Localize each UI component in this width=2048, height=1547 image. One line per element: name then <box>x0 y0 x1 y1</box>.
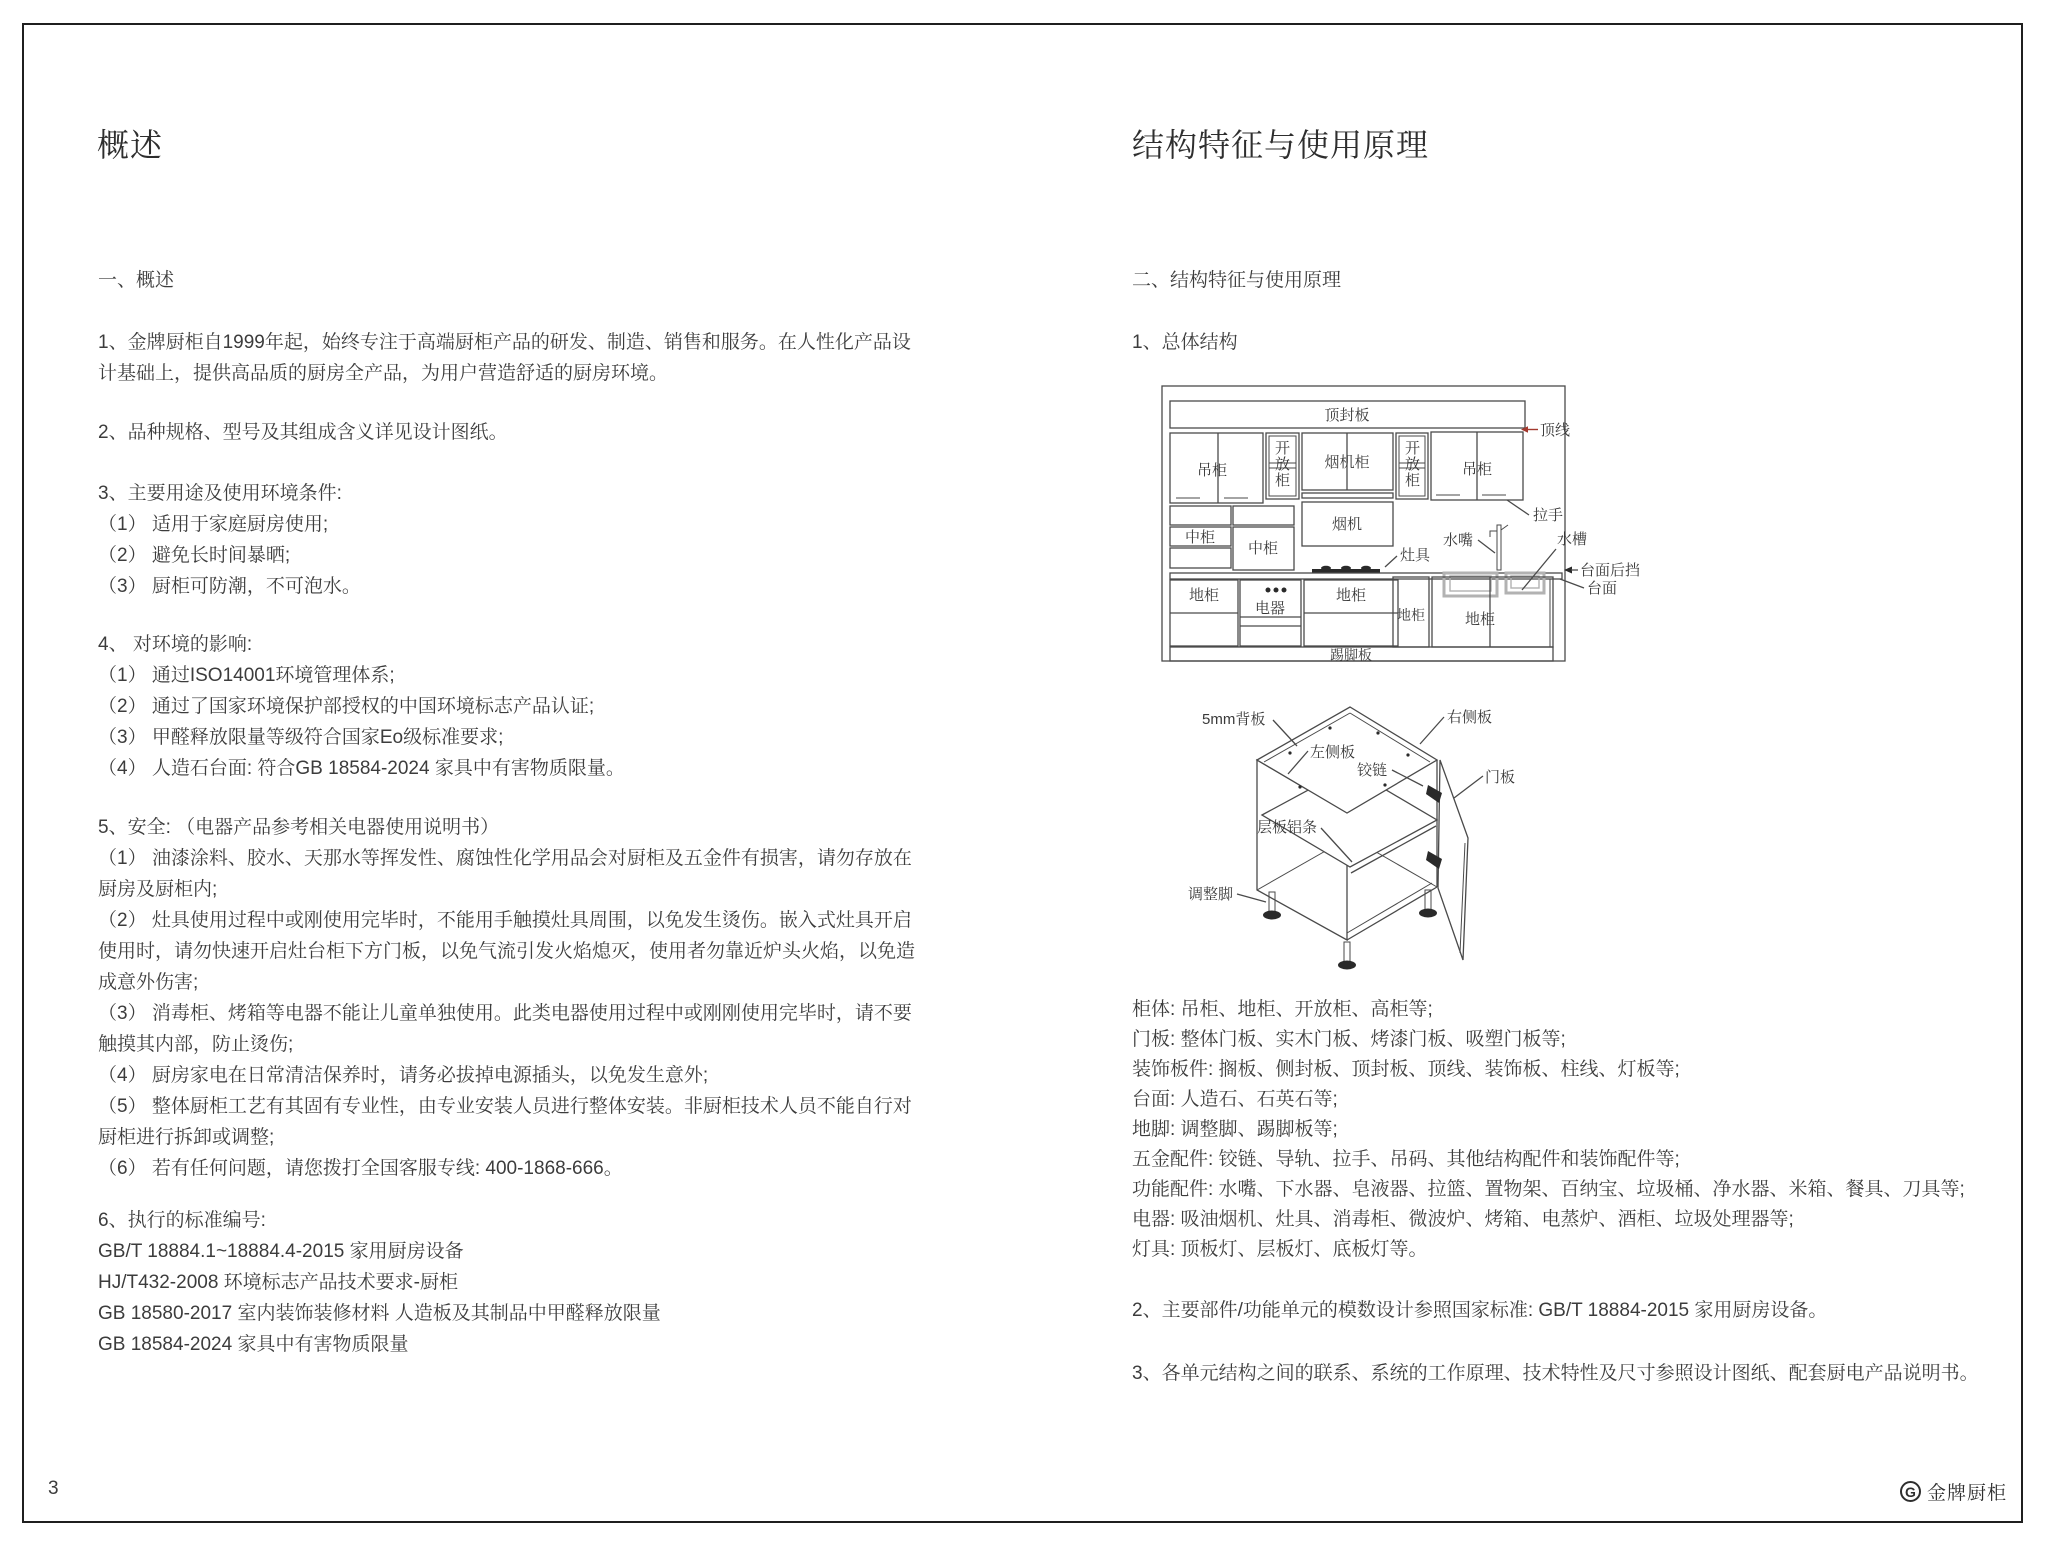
section-5-item: （4） 厨房家电在日常清洁保养时，请务必拔掉电源插头，以免发生意外; <box>98 1065 709 1086</box>
component-line: 地脚: 调整脚、踢脚板等; <box>1132 1119 1338 1140</box>
label-base-cabinet-narrow: 地柜 <box>1397 607 1425 623</box>
label-kickboard: 踢脚板 <box>1330 647 1372 663</box>
section-5-item: （1） 油漆涂料、胶水、天那水等挥发性、腐蚀性化学用品会对厨柜及五金件有损害，请勿存放在厨房及厨柜内; <box>98 848 912 900</box>
section-4-item: （3） 甲醛释放限量等级符合国家Eo级标准要求; <box>98 727 504 748</box>
faucet-leader <box>1478 540 1495 553</box>
label-handle: 拉手 <box>1533 507 1564 524</box>
component-line: 功能配件: 水嘴、下水器、皂液器、拉篮、置物架、百纳宝、垃圾桶、净水器、米箱、餐具、刀具等; <box>1132 1179 1965 1200</box>
label-mid-cabinet-2: 中柜 <box>1247 540 1279 557</box>
brand-logo <box>1900 1478 2007 1505</box>
section-3-heading: 3、主要用途及使用环境条件: <box>98 483 342 504</box>
component-line: 装饰板件: 搁板、侧封板、顶封板、顶线、装饰板、柱线、灯板等; <box>1132 1059 1680 1080</box>
left-section-heading: 一、概述 <box>98 270 175 291</box>
standard-line: GB/T 18884.1~18884.4-2015 家用厨房设备 <box>98 1241 464 1262</box>
label-back-panel: 5mm背板 <box>1202 711 1266 728</box>
label-sink: 水槽 <box>1557 531 1588 548</box>
label-crown: 顶线 <box>1540 422 1571 439</box>
label-hood: 烟机 <box>1331 516 1363 533</box>
section-3-item: （1） 适用于家庭厨房使用; <box>98 514 329 535</box>
standard-line: GB 18580-2017 室内装饰装修材料 人造板及其制品中甲醛释放限量 <box>98 1303 661 1324</box>
faucet <box>1497 525 1501 570</box>
label-hinge: 铰链 <box>1357 762 1388 779</box>
component-line: 柜体: 吊柜、地柜、开放柜、高柜等; <box>1132 999 1433 1020</box>
left-paragraph-2: 2、品种规格、型号及其组成含义详见设计图纸。 <box>98 422 508 443</box>
label-appliance: 电器 <box>1254 600 1286 617</box>
section-5-item: （6） 若有任何问题，请您拨打全国客服专线: 400-1868-666。 <box>98 1158 623 1179</box>
standard-line: HJ/T432-2008 环境标志产品技术要求-厨柜 <box>98 1272 459 1293</box>
section-5-heading: 5、安全: （电器产品参考相关电器使用说明书） <box>98 817 500 838</box>
label-counter-back: 台面后挡 <box>1580 562 1641 579</box>
left-section-6 <box>98 1205 920 1360</box>
cabinet-3d-diagram <box>1180 695 1680 1005</box>
brand-g-icon: G <box>1900 1481 1921 1502</box>
handle-leader <box>1507 500 1529 515</box>
section-5-item: （2） 灶具使用过程中或刚使用完毕时，不能用手触摸灶具周围，以免发生烫伤。嵌入式灶具开启使用时，请勿快速开启灶台柜下方门板，以免气流引发火焰熄灭，使用者勿靠近炉头火焰，以免造成意外伤害; <box>98 910 916 993</box>
left-section-4 <box>98 629 920 784</box>
component-line: 灯具: 顶板灯、层板灯、底板灯等。 <box>1132 1239 1428 1260</box>
label-right-panel: 右侧板 <box>1447 709 1493 726</box>
left-section-5 <box>98 812 920 1184</box>
mid-cabinet-left <box>1170 506 1231 525</box>
left-section-3 <box>98 478 920 602</box>
label-counter: 台面 <box>1587 580 1618 597</box>
section-5-item: （3） 消毒柜、烤箱等电器不能让儿童单独使用。此类电器使用过程中或刚刚使用完毕时，请不要触摸其内部，防止烫伤; <box>98 1003 912 1055</box>
label-shelf-strip: 层板铝条 <box>1257 819 1318 836</box>
label-hood-cabinet: 烟机柜 <box>1324 454 1370 471</box>
label-wall-cabinet: 吊柜 <box>1196 462 1228 479</box>
label-faucet: 水嘴 <box>1443 532 1474 549</box>
label-wall-cabinet-right: 吊柜 <box>1461 461 1493 478</box>
mid-cabinet-2 <box>1233 506 1294 525</box>
section-4-item: （4） 人造石台面: 符合GB 18584-2024 家具中有害物质限量。 <box>98 758 625 779</box>
section-3-item: （3） 厨柜可防潮，不可泡水。 <box>98 576 361 597</box>
counter-leader <box>1560 579 1584 588</box>
foot-front <box>1344 942 1350 962</box>
section-5-item: （5） 整体厨柜工艺有其固有专业性，由专业安装人员进行整体安装。非厨柜技术人员不能自行对厨柜进行拆卸或调整; <box>98 1096 912 1148</box>
standard-line: GB 18584-2024 家具中有害物质限量 <box>98 1334 409 1355</box>
label-feet: 调整脚 <box>1188 886 1234 903</box>
component-line: 门板: 整体门板、实木门板、烤漆门板、吸塑门板等; <box>1132 1029 1566 1050</box>
label-mid-cabinet: 中柜 <box>1184 529 1216 546</box>
brand-name: 金牌厨柜 <box>1927 1483 2008 1504</box>
label-cooktop: 灶具 <box>1400 547 1431 564</box>
cooktop-leader <box>1385 556 1397 567</box>
component-line: 五金配件: 铰链、导轨、拉手、吊码、其他结构配件和装饰配件等; <box>1132 1149 1680 1170</box>
section-3-item: （2） 避免长时间暴晒; <box>98 545 291 566</box>
left-paragraph-1: 1、金牌厨柜自1999年起，始终专注于高端厨柜产品的研发、制造、销售和服务。在人性化产品设计基础上，提供高品质的厨房全产品，为用户营造舒适的厨房环境。 <box>98 332 911 384</box>
right-paragraph-3: 3、各单元结构之间的联系、系统的工作原理、技术特性及尺寸参照设计图纸、配套厨电产品说明书。 <box>1132 1363 1979 1384</box>
component-line: 电器: 吸油烟机、灶具、消毒柜、微波炉、烤箱、电蒸炉、酒柜、垃圾处理器等; <box>1132 1209 1794 1230</box>
label-open-cabinet-2: 开放柜 <box>1403 440 1420 488</box>
component-line: 台面: 人造石、石英石等; <box>1132 1089 1338 1110</box>
section-6-heading: 6、执行的标准编号: <box>98 1210 266 1231</box>
countertop <box>1170 573 1562 579</box>
label-base-cabinet-mid: 地柜 <box>1335 587 1367 604</box>
left-page-title: 概述 <box>97 127 164 163</box>
section-4-heading: 4、 对环境的影响: <box>98 634 253 655</box>
kitchen-elevation-diagram <box>1160 383 1650 668</box>
section-4-item: （2） 通过了国家环境保护部授权的中国环境标志产品认证; <box>98 696 595 717</box>
page-number: 3 <box>48 1478 59 1499</box>
section-4-item: （1） 通过ISO14001环境管理体系; <box>98 665 395 686</box>
label-open-cabinet-1: 开放柜 <box>1273 440 1290 488</box>
label-base-cabinet: 地柜 <box>1188 587 1220 604</box>
label-base-cabinet-right: 地柜 <box>1464 611 1496 628</box>
label-left-panel: 左侧板 <box>1310 744 1356 761</box>
right-section-heading: 二、结构特征与使用原理 <box>1132 270 1342 291</box>
right-paragraph-2: 2、主要部件/功能单元的模数设计参照国家标准: GB/T 18884-2015 家用厨房设备。 <box>1132 1300 1828 1321</box>
elevation-frame <box>1162 386 1565 661</box>
label-door: 门板 <box>1485 769 1516 786</box>
components-list <box>1132 995 2032 1265</box>
right-sub-heading-1: 1、总体结构 <box>1132 332 1238 353</box>
label-top-panel: 顶封板 <box>1324 407 1370 424</box>
right-page-title: 结构特征与使用原理 <box>1132 127 1430 163</box>
